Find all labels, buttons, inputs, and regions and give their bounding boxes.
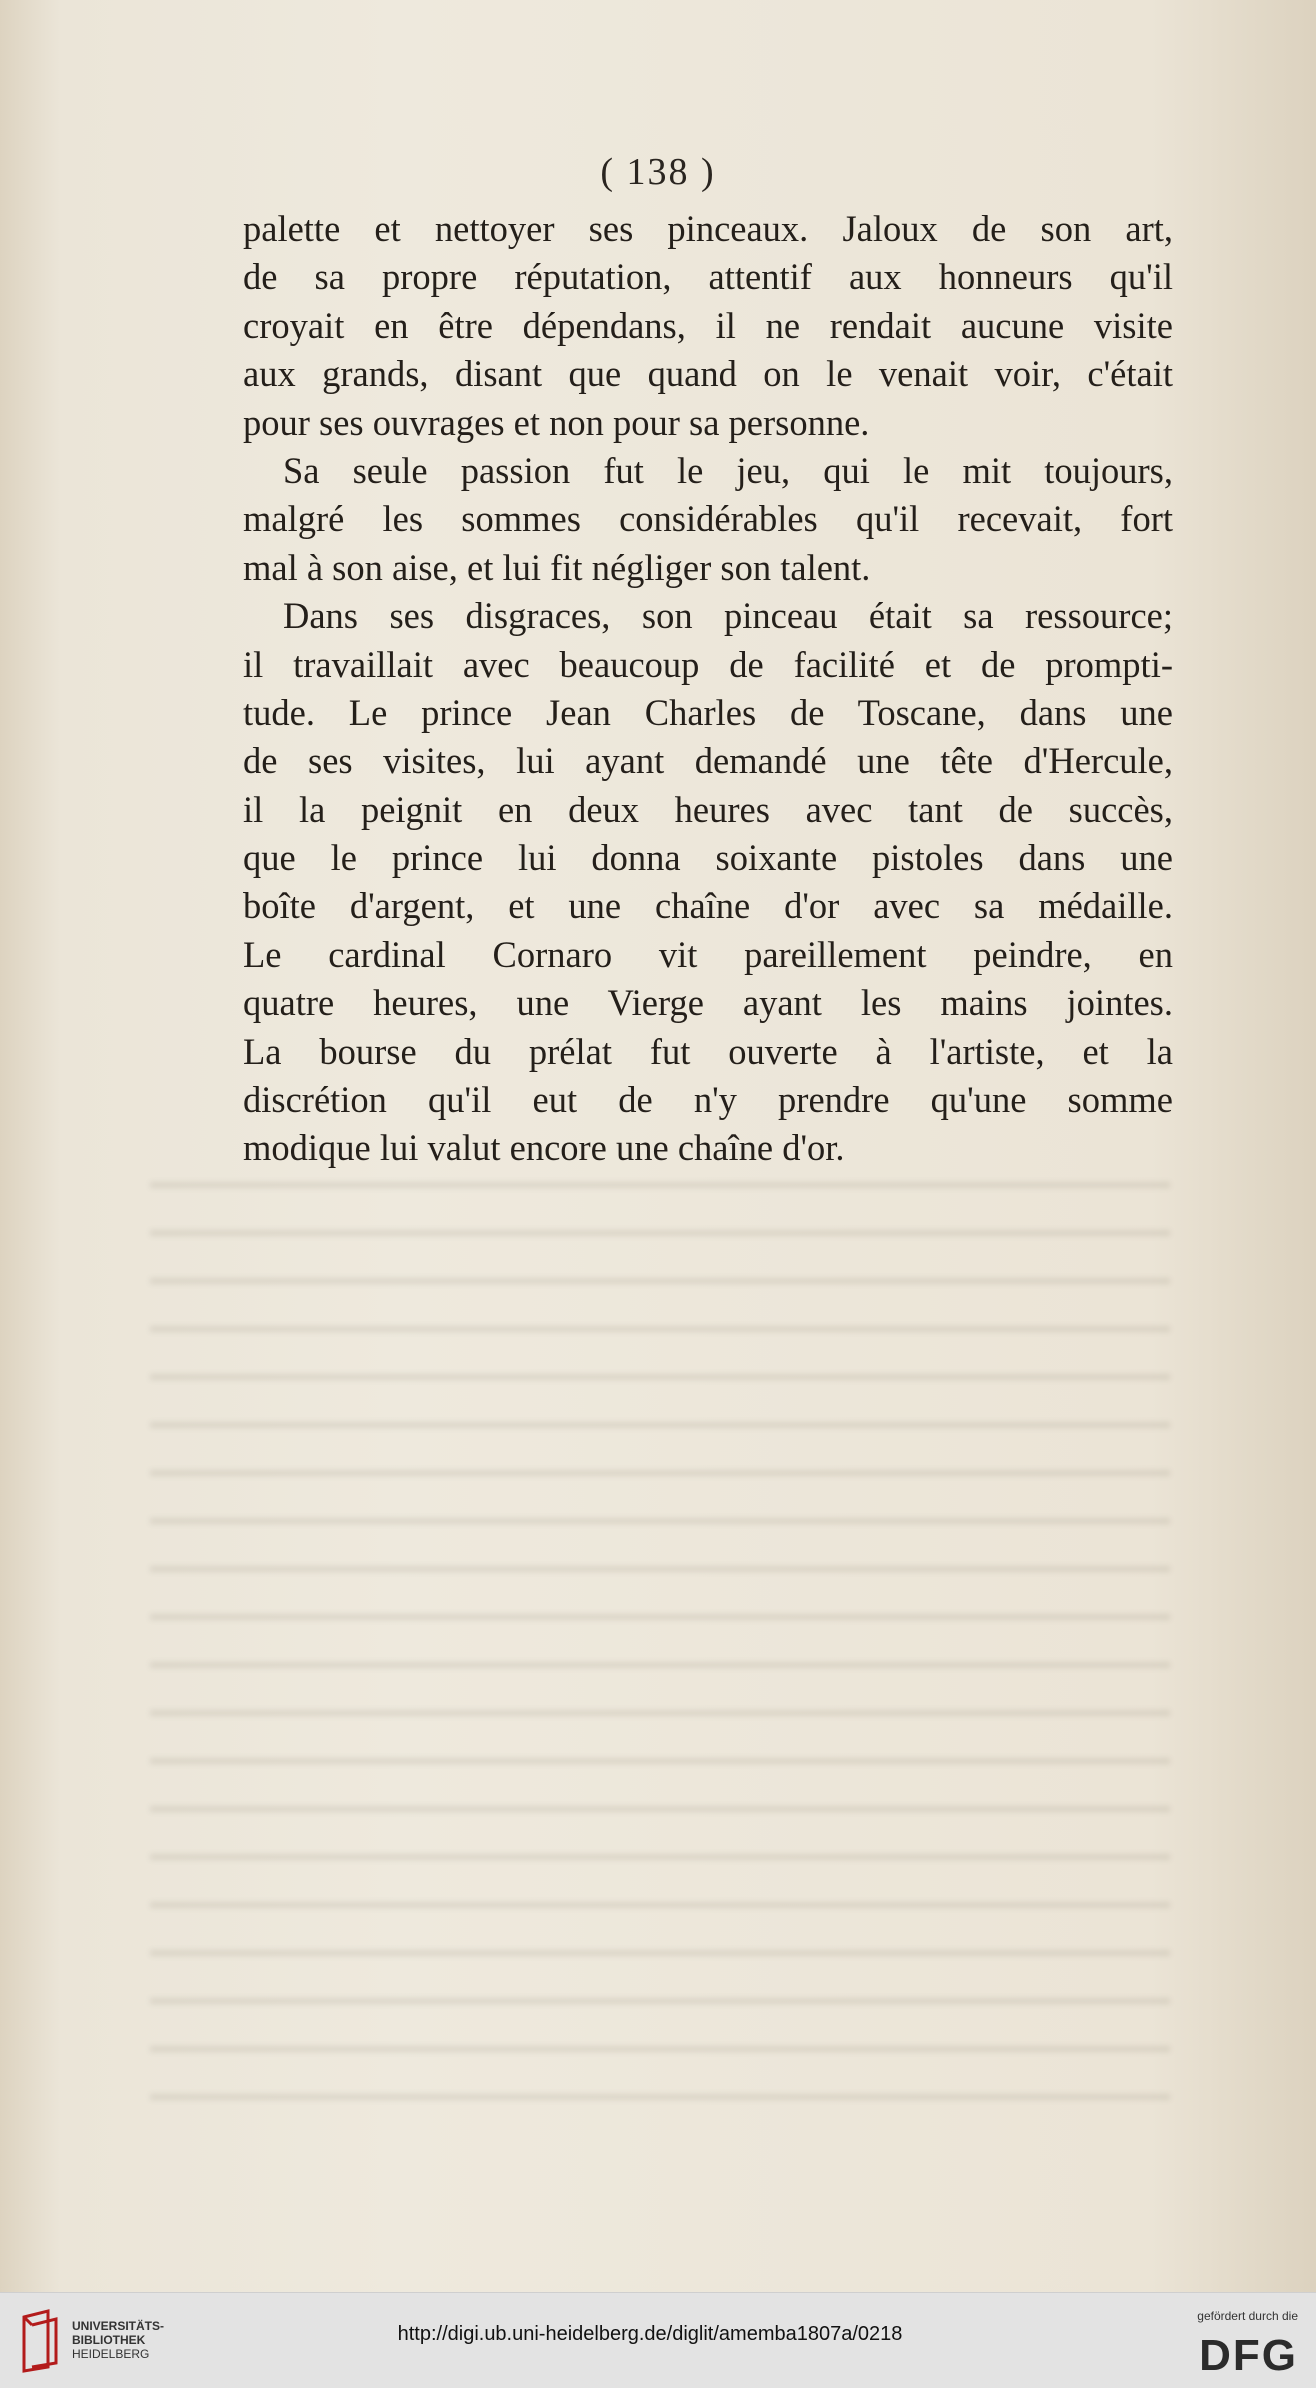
text-line: croyait en être dépendans, il ne rendait aucune visite bbox=[243, 304, 1173, 346]
text-line: La bourse du prélat fut ouverte à l'artiste, et la bbox=[243, 1030, 1173, 1072]
permalink-url[interactable]: http://digi.ub.uni-heidelberg.de/diglit/amemba1807a/0218 bbox=[397, 2323, 903, 2345]
text-line: pour ses ouvrages et non pour sa personne. bbox=[243, 401, 870, 443]
text-line: Sa seule passion fut le jeu, qui le mit toujours, bbox=[283, 449, 1173, 491]
text-line: mal à son aise, et lui fit négliger son talent. bbox=[243, 546, 871, 588]
funded-by-label: gefördert durch die bbox=[1197, 2309, 1298, 2323]
text-line: il travaillait avec beaucoup de facilité et de prompti- bbox=[243, 643, 1173, 685]
text-line: il la peignit en deux heures avec tant de succès, bbox=[243, 788, 1173, 830]
library-name-line2: BIBLIOTHEK bbox=[72, 2333, 146, 2347]
library-name-line1: UNIVERSITÄTS- bbox=[72, 2319, 165, 2333]
text-line: que le prince lui donna soixante pistoles dans une bbox=[243, 837, 1173, 879]
text-line: de sa propre réputation, attentif aux honneurs qu'il bbox=[243, 256, 1173, 298]
page-number: ( 138 ) bbox=[600, 151, 716, 193]
text-line: Dans ses disgraces, son pinceau était sa ressource; bbox=[283, 595, 1173, 637]
text-line: de ses visites, lui ayant demandé une tête d'Hercule, bbox=[243, 740, 1173, 782]
library-name-line3: HEIDELBERG bbox=[72, 2347, 150, 2361]
text-line: palette et nettoyer ses pinceaux. Jaloux de son art, bbox=[243, 208, 1173, 249]
dfg-logo: DFG bbox=[1199, 2331, 1298, 2380]
text-line: quatre heures, une Vierge ayant les mains jointes. bbox=[243, 982, 1173, 1024]
text-line: boîte d'argent, et une chaîne d'or avec sa médaille. bbox=[243, 885, 1173, 927]
footer-bar bbox=[0, 2292, 1316, 2388]
text-line: Le cardinal Cornaro vit pareillement peindre, en bbox=[243, 933, 1173, 975]
body-text bbox=[243, 205, 1173, 1173]
text-line: tude. Le prince Jean Charles de Toscane, dans une bbox=[243, 691, 1173, 733]
bleed-through-shadow bbox=[150, 1160, 1170, 2140]
text-line: discrétion qu'il eut de n'y prendre qu'une somme bbox=[243, 1079, 1173, 1121]
university-library-logo-icon bbox=[18, 2307, 62, 2373]
text-line: malgré les sommes considérables qu'il recevait, fort bbox=[243, 498, 1173, 540]
text-line: aux grands, disant que quand on le venait voir, c'était bbox=[243, 353, 1173, 395]
text-line: modique lui valut encore une chaîne d'or. bbox=[243, 1127, 845, 1169]
library-name bbox=[72, 2319, 164, 2361]
